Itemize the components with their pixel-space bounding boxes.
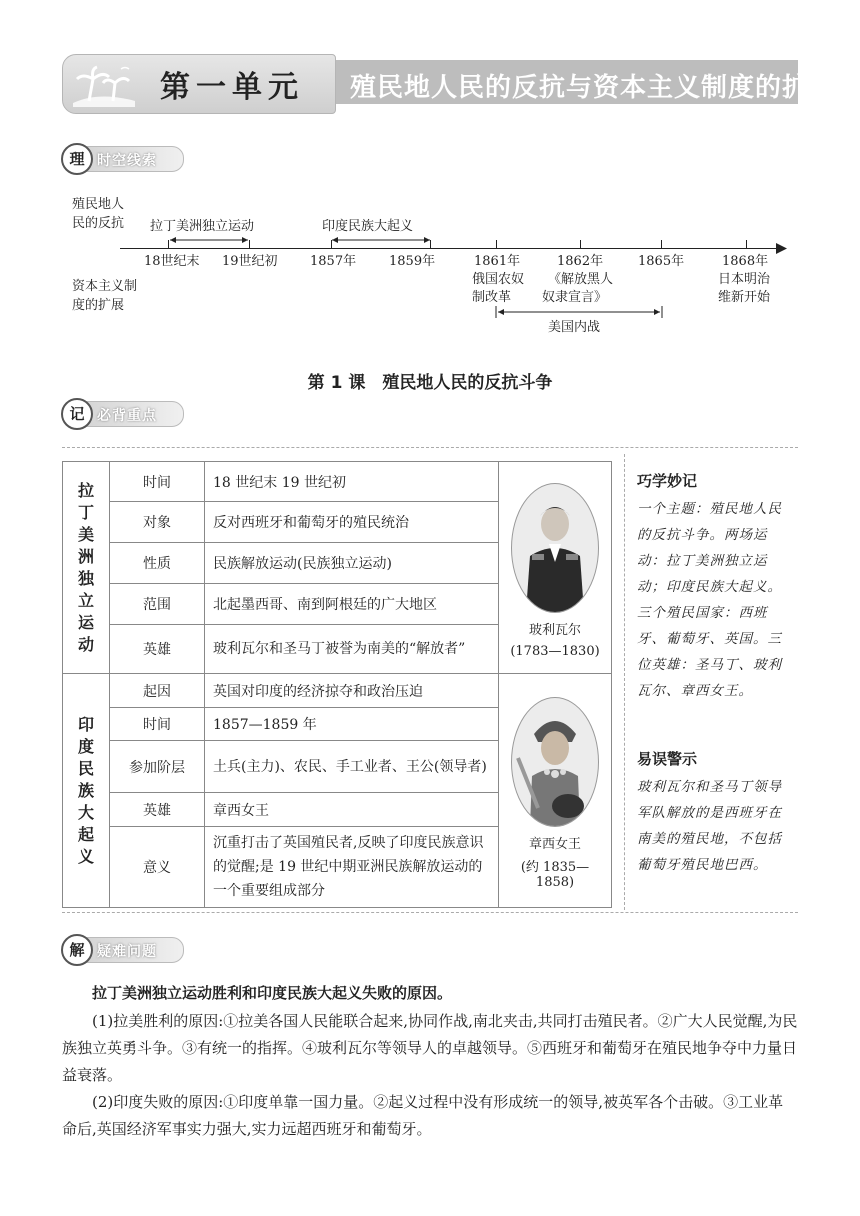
section-badge: 记 xyxy=(61,398,93,430)
group-label-latin-america xyxy=(63,462,110,674)
timeline-row1-label: 殖民地人 xyxy=(72,197,125,212)
group-label-text: 印度民族大起义 xyxy=(77,714,94,866)
field-label: 时间 xyxy=(110,462,205,502)
timeline-tick xyxy=(746,240,747,249)
timeline-tick-label: 1865年 xyxy=(638,254,685,269)
summary-table xyxy=(62,461,612,908)
timeline-event: 维新开始 xyxy=(718,290,771,305)
section-badge: 理 xyxy=(61,143,93,175)
section-tag-timeline xyxy=(62,146,184,172)
timeline-span-arrows xyxy=(494,306,666,318)
timeline-tick-label: 1857年 xyxy=(310,254,357,269)
timeline-tick xyxy=(661,240,662,249)
timeline-span-label: 印度民族大起义 xyxy=(322,219,414,234)
field-value: 1857—1859 年 xyxy=(205,708,499,741)
timeline-arrowhead-icon xyxy=(776,243,788,254)
field-value: 北起墨西哥、南到阿根廷的广大地区 xyxy=(205,584,499,625)
field-value: 玻利瓦尔和圣马丁被誉为南美的“解放者” xyxy=(205,625,499,674)
section-badge: 解 xyxy=(61,934,93,966)
timeline-tick-label: 1859年 xyxy=(389,254,436,269)
side-text: 玻利瓦尔和圣马丁领导军队解放的是西班牙在南美的殖民地，不包括葡萄牙殖民地巴西。 xyxy=(637,779,782,873)
portrait-caption: 章西女王 xyxy=(528,837,581,852)
portrait-bolivar xyxy=(511,483,599,613)
field-value: 反对西班牙和葡萄牙的殖民统治 xyxy=(205,502,499,543)
timeline-event: 制改革 xyxy=(472,290,512,305)
unit-subtitle: 殖民地人民的反抗与资本主义制度的扩展 xyxy=(350,73,837,103)
timeline-tick-label: 1861年 xyxy=(474,254,521,269)
field-label: 范围 xyxy=(110,584,205,625)
question-heading: 拉丁美洲独立运动胜利和印度民族大起义失败的原因。 xyxy=(92,984,453,1002)
timeline-tick xyxy=(168,240,169,249)
unit-title: 第一单元 xyxy=(160,70,304,105)
field-label: 参加阶层 xyxy=(110,741,205,793)
timeline-row1-label: 民的反抗 xyxy=(72,216,125,231)
side-text: 一个主题：殖民地人民的反抗斗争。两场运动：拉丁美洲独立运动；印度民族大起义。三个殖民国家：西班牙、葡萄牙、英国。三位英雄：圣马丁、玻利瓦尔、章西女王。 xyxy=(637,501,782,699)
section-label: 时空线索 xyxy=(97,153,157,169)
field-label: 起因 xyxy=(110,674,205,708)
portrait-cell xyxy=(499,462,612,674)
field-value: 民族解放运动(民族独立运动) xyxy=(205,543,499,584)
timeline-tick xyxy=(331,240,332,249)
timeline-row2-label: 资本主义制 xyxy=(72,279,138,294)
section-label: 必背重点 xyxy=(97,408,157,424)
timeline-row2-label: 度的扩展 xyxy=(72,298,125,313)
field-label: 英雄 xyxy=(110,793,205,827)
timeline-span-label: 拉丁美洲独立运动 xyxy=(150,219,255,234)
portrait-cell xyxy=(499,674,612,908)
portrait-years: (约 1835—1858) xyxy=(520,860,590,890)
timeline-tick xyxy=(496,240,497,249)
timeline-axis xyxy=(120,248,784,249)
portrait-caption: 玻利瓦尔 xyxy=(528,622,581,638)
timeline-tick-label: 1862年 xyxy=(557,254,604,269)
section-label: 疑难问题 xyxy=(97,944,157,960)
divider xyxy=(62,912,798,913)
palm-tree-icon xyxy=(69,61,139,107)
field-label: 性质 xyxy=(110,543,205,584)
field-value: 沉重打击了英国殖民者,反映了印度民族意识的觉醒;是 19 世纪中期亚洲民族解放运动的一个重要组成部分 xyxy=(205,827,499,908)
field-label: 时间 xyxy=(110,708,205,741)
section-tag-questions xyxy=(62,937,184,963)
field-value: 章西女王 xyxy=(205,793,499,827)
timeline-event: 奴隶宣言》 xyxy=(542,290,608,305)
group-label-india xyxy=(63,674,110,908)
timeline-event: 俄国农奴 xyxy=(472,272,525,287)
timeline-tick xyxy=(249,240,250,249)
field-label: 意义 xyxy=(110,827,205,908)
section-tag-memorize xyxy=(62,401,184,427)
timeline-event: 《解放黑人 xyxy=(548,272,614,287)
analysis-paragraph: (2)印度失败的原因:①印度单靠一国力量。②起义过程中没有形成统一的领导,被英军各个击破。③工业革命后,英国经济军事实力强大,实力远超西班牙和葡萄牙。 xyxy=(62,1093,784,1138)
group-label-text: 拉丁美洲独立运动 xyxy=(77,480,94,654)
timeline-tick xyxy=(430,240,431,249)
side-heading: 巧学妙记 xyxy=(637,472,698,490)
lesson-title: 第 1 课 殖民地人民的反抗斗争 xyxy=(307,373,553,393)
divider xyxy=(62,447,798,448)
table-row xyxy=(63,462,612,502)
side-notes xyxy=(624,454,795,910)
timeline-event: 日本明治 xyxy=(718,272,771,287)
side-heading: 易误警示 xyxy=(637,750,698,768)
timeline-span-label: 美国内战 xyxy=(548,320,601,335)
portrait-rani xyxy=(511,697,599,827)
table-row xyxy=(63,674,612,708)
portrait-image xyxy=(512,698,598,826)
timeline-tick-label: 19世纪初 xyxy=(222,254,278,269)
timeline-span-arrows xyxy=(160,234,860,246)
analysis-paragraph: (1)拉美胜利的原因:①拉美各国人民能联合起来,协同作战,南北夹击,共同打击殖民者。②广大人民觉醒,为民族独立英勇斗争。③有统一的指挥。④玻利瓦尔等领导人的卓越领导。⑤西班牙和葡萄牙在殖民地争夺中力量日益衰落。 xyxy=(62,1012,798,1084)
timeline-tick-label: 1868年 xyxy=(722,254,769,269)
portrait-image xyxy=(512,484,598,612)
field-value: 18 世纪末 19 世纪初 xyxy=(205,462,499,502)
timeline-tick-label: 18世纪末 xyxy=(144,254,200,269)
field-label: 英雄 xyxy=(110,625,205,674)
timeline-tick xyxy=(580,240,581,249)
portrait-years: (1783—1830) xyxy=(510,643,600,659)
field-label: 对象 xyxy=(110,502,205,543)
field-value: 英国对印度的经济掠夺和政治压迫 xyxy=(205,674,499,708)
field-value: 土兵(主力)、农民、手工业者、王公(领导者) xyxy=(205,741,499,793)
